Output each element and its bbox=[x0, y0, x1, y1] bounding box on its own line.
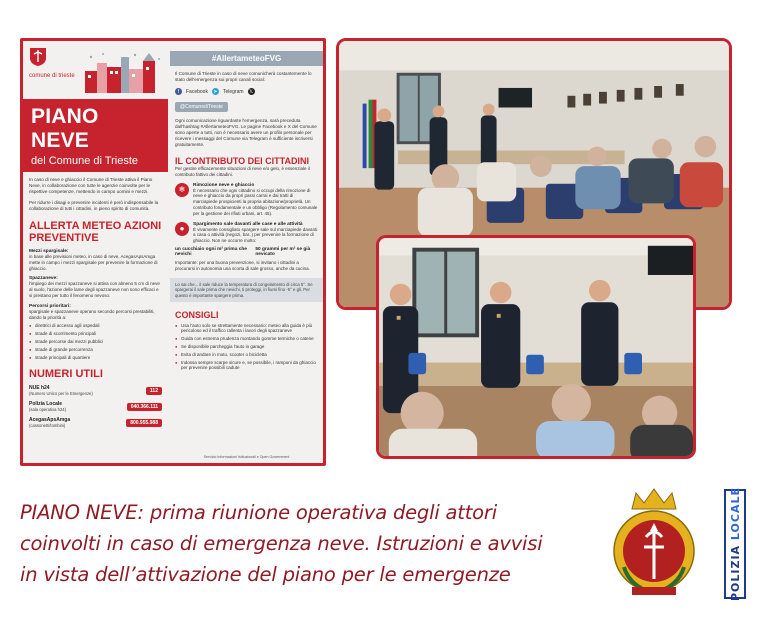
number-label: Polizia Locale bbox=[29, 401, 63, 408]
meeting-photo-speakers bbox=[376, 235, 696, 459]
spargimento-text: È vivamente consigliato spargere sale sul marciapiede davanti a casa o attività (negozi, bar..) per prevenire la formazione di ghiaccio. Non ne occorre molto: bbox=[193, 226, 318, 244]
poster-intro-2: Per ridurre i disagi e prevenire incidenti è però indispensabile la collaborazione di tutti i cittadini, in pieno spirito di comunità. bbox=[29, 200, 159, 211]
poster-footer: Servizio Informazioni Istituzionali e Open Government bbox=[203, 455, 290, 459]
list-item: ● direttrici di accesso agli ospedali bbox=[29, 323, 162, 328]
hashtag-banner: #AllertameteoFVG bbox=[170, 51, 323, 66]
spargimento-item bbox=[175, 222, 318, 244]
telegram-label: Telegram bbox=[222, 88, 244, 95]
list-item: ● Se disponibile parcheggia l'auto in garage bbox=[175, 344, 318, 349]
number-label: AcegasApsAmga bbox=[29, 417, 71, 424]
number-sub: (Numero Unico per le Emergenze) bbox=[29, 391, 93, 397]
city-label: comune di trieste bbox=[29, 73, 75, 79]
dose-before-snow: un cucchiaio ogni m² prima che nevichi bbox=[175, 246, 247, 257]
poster-title: PIANO NEVE bbox=[23, 99, 168, 155]
importante-note: Importante: per una buona prevenzione, si invitano i cittadini a procurarsi in autonomia una scorta di sale grosso, anche da cucina. bbox=[175, 259, 310, 271]
number-label: NUE h24 bbox=[29, 385, 50, 392]
city-crest-icon bbox=[29, 47, 47, 67]
list-item: ● strade di grande percorrenza bbox=[29, 347, 162, 352]
spazzaneve-heading: Spazzaneve: bbox=[29, 276, 58, 282]
list-item: ● Guida con estrema prudenza montando gomme termiche o catene bbox=[175, 336, 318, 341]
badge-word-polizia: POLIZIA bbox=[728, 544, 742, 602]
piano-neve-poster bbox=[20, 38, 326, 466]
allerta-meteo-title: ALLERTA METEO AZIONI PREVENTIVE bbox=[29, 220, 162, 244]
poster-right-column bbox=[170, 41, 323, 463]
numeri-utili-title: NUMERI UTILI bbox=[29, 368, 103, 381]
mezzi-spargisale-heading: Mezzi spargisale: bbox=[29, 249, 69, 254]
number-value: 040.366.111 bbox=[127, 403, 162, 411]
salt-doses bbox=[175, 247, 318, 257]
list-item: ● Usa l'auto solo se strettamente necessario: meteo alla guida è più pericoloso ed il traffico rallenta i lavori degli spazzaneve bbox=[175, 323, 318, 333]
dose-after-snow: 50 grammi per m² se già nevicato bbox=[255, 246, 311, 257]
list-item: ● strade principali di quartiere bbox=[29, 355, 162, 360]
number-row bbox=[29, 385, 162, 396]
badge-word-locale: LOCALE bbox=[728, 486, 742, 541]
speakers-illustration bbox=[379, 238, 693, 456]
caption-line-3: in vista dell’attivazione del piano per le emergenze bbox=[20, 563, 511, 586]
percorsi-text: spargisale e spazzaneve operano secondo percorsi prestabiliti, dando la priorità a: bbox=[29, 308, 155, 320]
number-row bbox=[29, 401, 162, 412]
tip-box: Lo sai che... il sale riduce la temperatura di congelamento di circa 5°. Se spargerai il sale prima che nevichi, ti proteggi, in fiumi fino -5° e gli. Per questo è importante spargere prima. bbox=[170, 278, 323, 303]
number-row bbox=[29, 417, 162, 428]
priority-list bbox=[29, 323, 162, 360]
poster-intro: In caso di neve e ghiaccio il Comune di Trieste attiva il Piano Neve, in collaborazione con tutte le agenzie coinvolte per le rispettive competenze, mettendo in campo uomini e mezzi. bbox=[29, 177, 153, 194]
list-item: ● Indossa sempre scarpe sicure e, se possibile, i ramponi da ghiaccio per prevenire possibili cadute bbox=[175, 360, 318, 370]
news-caption bbox=[20, 497, 610, 590]
social-handle: @ComunediTrieste bbox=[175, 102, 228, 112]
spargimento-heading: Spargimento sale davanti alle case e alle attività bbox=[193, 221, 303, 227]
consigli-title: CONSIGLI bbox=[175, 310, 219, 321]
rimozione-heading: Rimozione neve e ghiaccio bbox=[193, 182, 255, 188]
caption-line-1: PIANO NEVE: prima riunione operativa degli attori bbox=[20, 501, 497, 524]
number-value: 112 bbox=[146, 387, 162, 395]
percorsi-heading: Percorsi prioritari: bbox=[29, 303, 71, 309]
polizia-locale-badge bbox=[724, 486, 746, 602]
city-skyline-illustration bbox=[81, 49, 163, 93]
consigli-list bbox=[175, 323, 318, 370]
social-row bbox=[175, 88, 318, 95]
number-sub: (sala operativa h24) bbox=[29, 407, 67, 413]
list-item: ● Evita di andare in moto, scooter o bicicletta bbox=[175, 352, 318, 357]
rimozione-text: È necessario che ogni cittadino si occupi della rimozione di neve e ghiaccio da propri passi carrai e dai tratti di marciapiede prospicienti la propria abitazione/proprietà. Un contributo fondamentale e un obbligo (Regolamento comunale per la gestione dei rifiuti urbani, art. 45). bbox=[193, 187, 318, 216]
spazzaneve-text: l'impiego dei mezzi spazzaneve si attiva con almeno 5 cm di neve al suolo, l'azione delle lame degli spazzaneve non sono efficaci e si prestano per tutto il fenomeno nevoso. bbox=[29, 281, 160, 298]
polizia-locale-wordmark bbox=[729, 487, 742, 601]
poster-subtitle: del Comune di Trieste bbox=[23, 155, 168, 172]
social-text: Il Comune di Trieste in caso di neve comunicherà costantemente lo stato dell'emergenza sui propri canali social: bbox=[175, 71, 312, 82]
rimozione-item bbox=[175, 183, 318, 217]
facebook-label: Facebook bbox=[186, 88, 208, 95]
polizia-locale-crest-icon bbox=[610, 487, 698, 603]
telegram-icon: ➤ bbox=[213, 88, 218, 95]
list-item: ● strade percorse dai mezzi pubblici bbox=[29, 339, 162, 344]
mezzi-spargisale-text: in base alle previsioni meteo, in caso di neve, AcegasApsAmga mette in campo i mezzi spargisale per prevenire la formazione di ghiaccio. bbox=[29, 254, 158, 271]
social-text-2: Ogni comunicazione riguardante l'emergenza, sarà preceduta dall'hashtag #AllertameteoFVG. Le pagine Facebook e X del Comune sono aperte a tutti, non è necessario avere un profilo personale per ricevere i messaggi del Comune via Telegram è sufficiente iscriversi gratuitamente. bbox=[175, 118, 317, 147]
x-icon: 𝕏 bbox=[249, 88, 254, 95]
contributo-intro: Per gestire efficacemente situazioni di neve e/o gelo, è essenziale il contributo fattivo dei cittadini. bbox=[175, 166, 310, 177]
number-value: 800.955.988 bbox=[126, 419, 162, 427]
snowflake-icon: ❄ bbox=[175, 183, 189, 197]
salt-icon: ● bbox=[175, 222, 189, 236]
poster-left-column bbox=[23, 41, 168, 463]
caption-line-2: coinvolti in caso di emergenza neve. Istruzioni e avvisi bbox=[20, 532, 543, 555]
list-item: ● strade di scorrimento principali bbox=[29, 331, 162, 336]
facebook-icon: f bbox=[175, 88, 182, 95]
contributo-title: IL CONTRIBUTO DEI CITTADINI bbox=[175, 156, 309, 166]
number-sub: (cassonetti/tombini) bbox=[29, 423, 66, 429]
